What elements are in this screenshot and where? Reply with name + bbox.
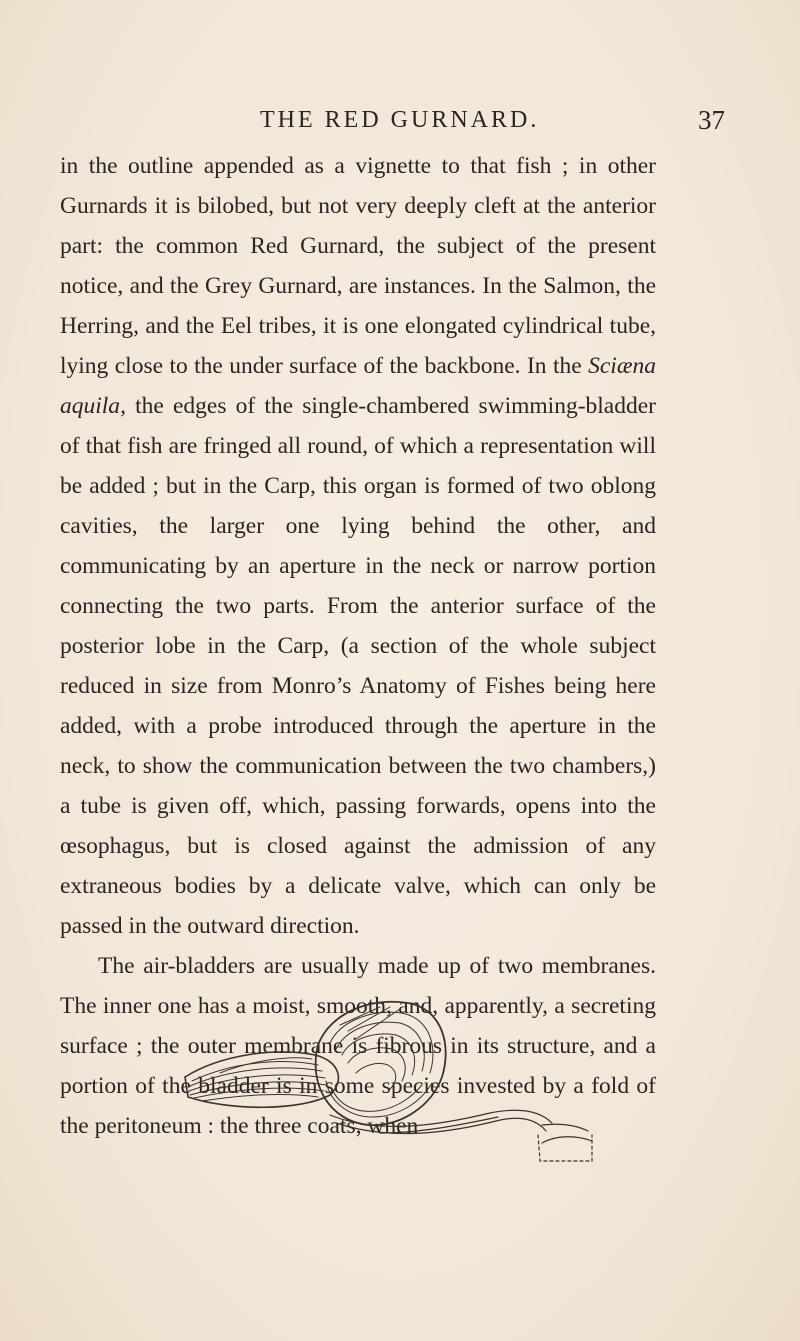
paragraph-1 xyxy=(60,146,656,946)
running-head xyxy=(60,104,740,136)
posterior-chamber xyxy=(316,1002,446,1125)
running-head-title: THE RED GURNARD. xyxy=(260,107,540,133)
probe-outline xyxy=(538,1124,592,1161)
paragraph-1-text-b: , the edges of the single-chambered swimming-bladder of that fish are fringed all round, of which a representation will be added ; but in the Carp, this organ is formed of two oblong cavities, the larger one lying behind the other, and communicating by an aperture in the neck or narrow portion connecting the two parts. From the anterior surface of the posterior lobe in the Carp, (a section of the whole subject reduced in size from Monro’s Anatomy of Fishes being here added, with a probe introduced through the aperture in the neck, to show the communication between the two chambers,) a tube is given off, which, passing forwards, opens into the œsophagus, but is closed against the admission of any extraneous bodies by a delicate valve, which can only be passed in the outward direction. xyxy=(60,393,656,939)
paragraph-1-text-a: in the outline appended as a vignette to that fish ; in other Gurnards it is bilobed, but not very deeply cleft at the anterior part: the common Red Gurnard, the subject of the present notice, and the Grey Gurnard, are instances. In the Salmon, the Herring, and the Eel tribes, it is one elongated cylindrical tube, lying close to the under surface of the backbone. In the xyxy=(60,153,656,379)
page-number: 37 xyxy=(698,105,725,135)
carp-air-bladder-vignette xyxy=(180,985,620,1170)
species-name-italic: Sciæna aquila xyxy=(60,353,656,419)
paragraph-2: The air-bladders are usually made up of two membranes. The inner one has a moist, smooth, and, apparently, a secreting surface ; the outer membrane is fibrous in its structure, and a portion of the bladder is in some species invested by a fold of the peritoneum : the three coats, when xyxy=(60,953,656,1139)
pneumatic-duct xyxy=(330,1110,552,1133)
